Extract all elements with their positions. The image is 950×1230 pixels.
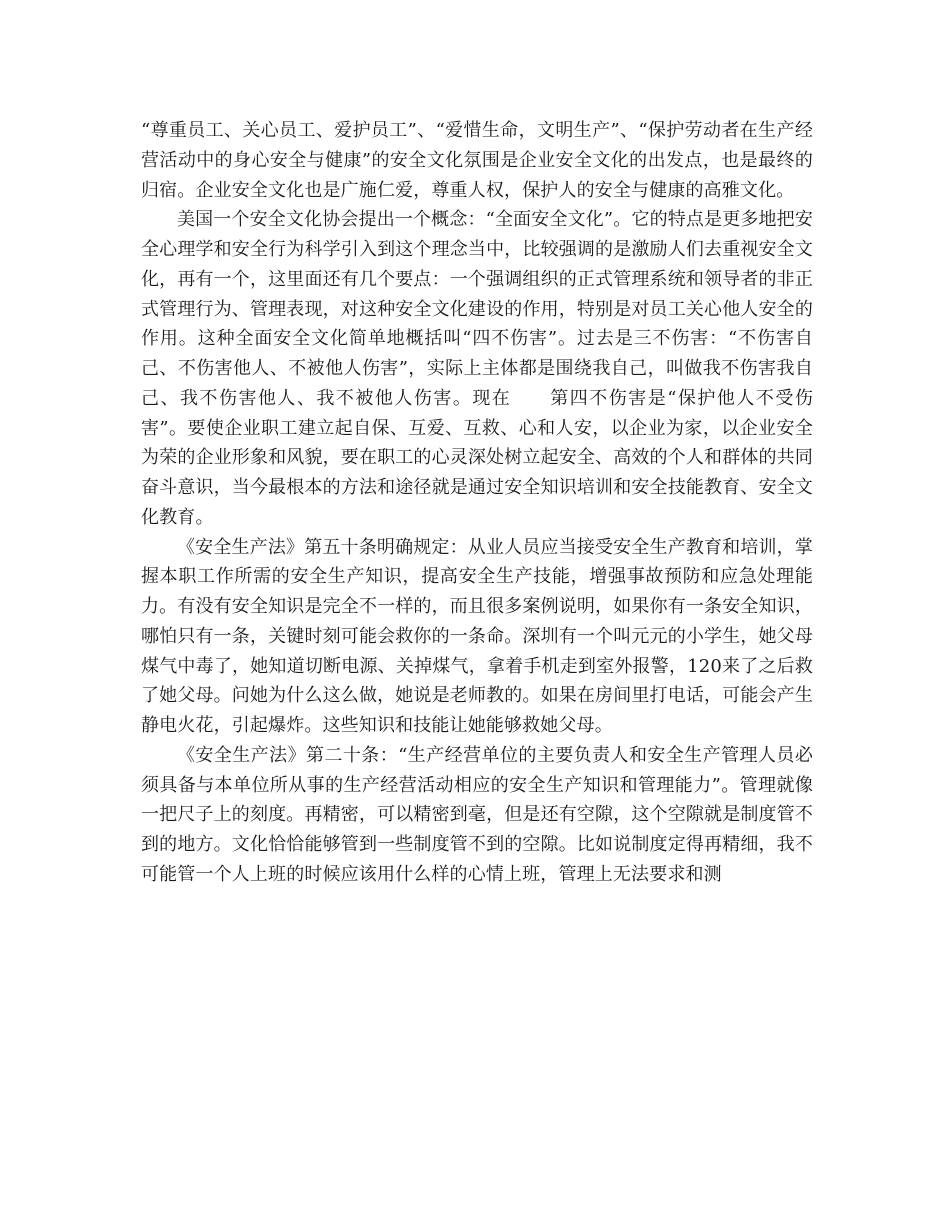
document-body [141, 116, 813, 890]
paragraph-4: 《安全生产法》第二十条：“生产经营单位的主要负责人和安全生产管理人员必须具备与本单位所从事的生产经营活动相应的安全生产知识和管理能力”。管理就像一把尺子上的刻度。再精密，可以精密到毫，但是还有空隙，这个空隙就是制度管不到的地方。文化恰恰能够管到一些制度管不到的空隙。比如说制度定得再精细，我不可能管一个人上班的时候应该用什么样的心情上班，管理上无法要求和测 [141, 744, 813, 885]
paragraph-3: 《安全生产法》第五十条明确规定：从业人员应当接受安全生产教育和培训，掌握本职工作所需的安全生产知识，提高安全生产技能，增强事故预防和应急处理能力。有没有安全知识是完全不一样的，而且很多案例说明，如果你有一条安全知识，哪怕只有一条，关键时刻可能会救你的一条命。深圳有一个叫元元的小学生，她父母煤气中毒了，她知道切断电源、关掉煤气，拿着手机走到室外报警，120来了之后救了她父母。问她为什么这么做，她说是老师教的。如果在房间里打电话，可能会产生静电火花，引起爆炸。这些知识和技能让她能够救她父母。 [141, 536, 813, 736]
paragraph-2: 美国一个安全文化协会提出一个概念：“全面安全文化”。它的特点是更多地把安全心理学和安全行为科学引入到这个理念当中，比较强调的是激励人们去重视安全文化，再有一个，这里面还有几个要点：一个强调组织的正式管理系统和领导者的非正式管理行为、管理表现，对这种安全文化建设的作用，特别是对员工关心他人安全的作用。这种全面安全文化简单地概括叫“四不伤害”。过去是三不伤害：“不伤害自己、不伤害他人、不被他人伤害”，实际上主体都是围绕我自己，叫做我不伤害我自己、我不伤害他人、我不被他人伤害。现在 第四不伤害是“保护他人不受伤害”。要使企业职工建立起自保、互爱、互救、心和人安，以企业为家，以企业安全为荣的企业形象和风貌，要在职工的心灵深处树立起安全、高效的个人和群体的共同奋斗意识，当今最根本的方法和途径就是通过安全知识培训和安全技能教育、安全文化教育。 [141, 209, 813, 528]
paragraph-1: “尊重员工、关心员工、爱护员工”、“爱惜生命，文明生产”、“保护劳动者在生产经营活动中的身心安全与健康”的安全文化氛围是企业安全文化的出发点，也是最终的归宿。企业安全文化也是广施仁爱，尊重人权，保护人的安全与健康的高雅文化。 [141, 120, 813, 201]
